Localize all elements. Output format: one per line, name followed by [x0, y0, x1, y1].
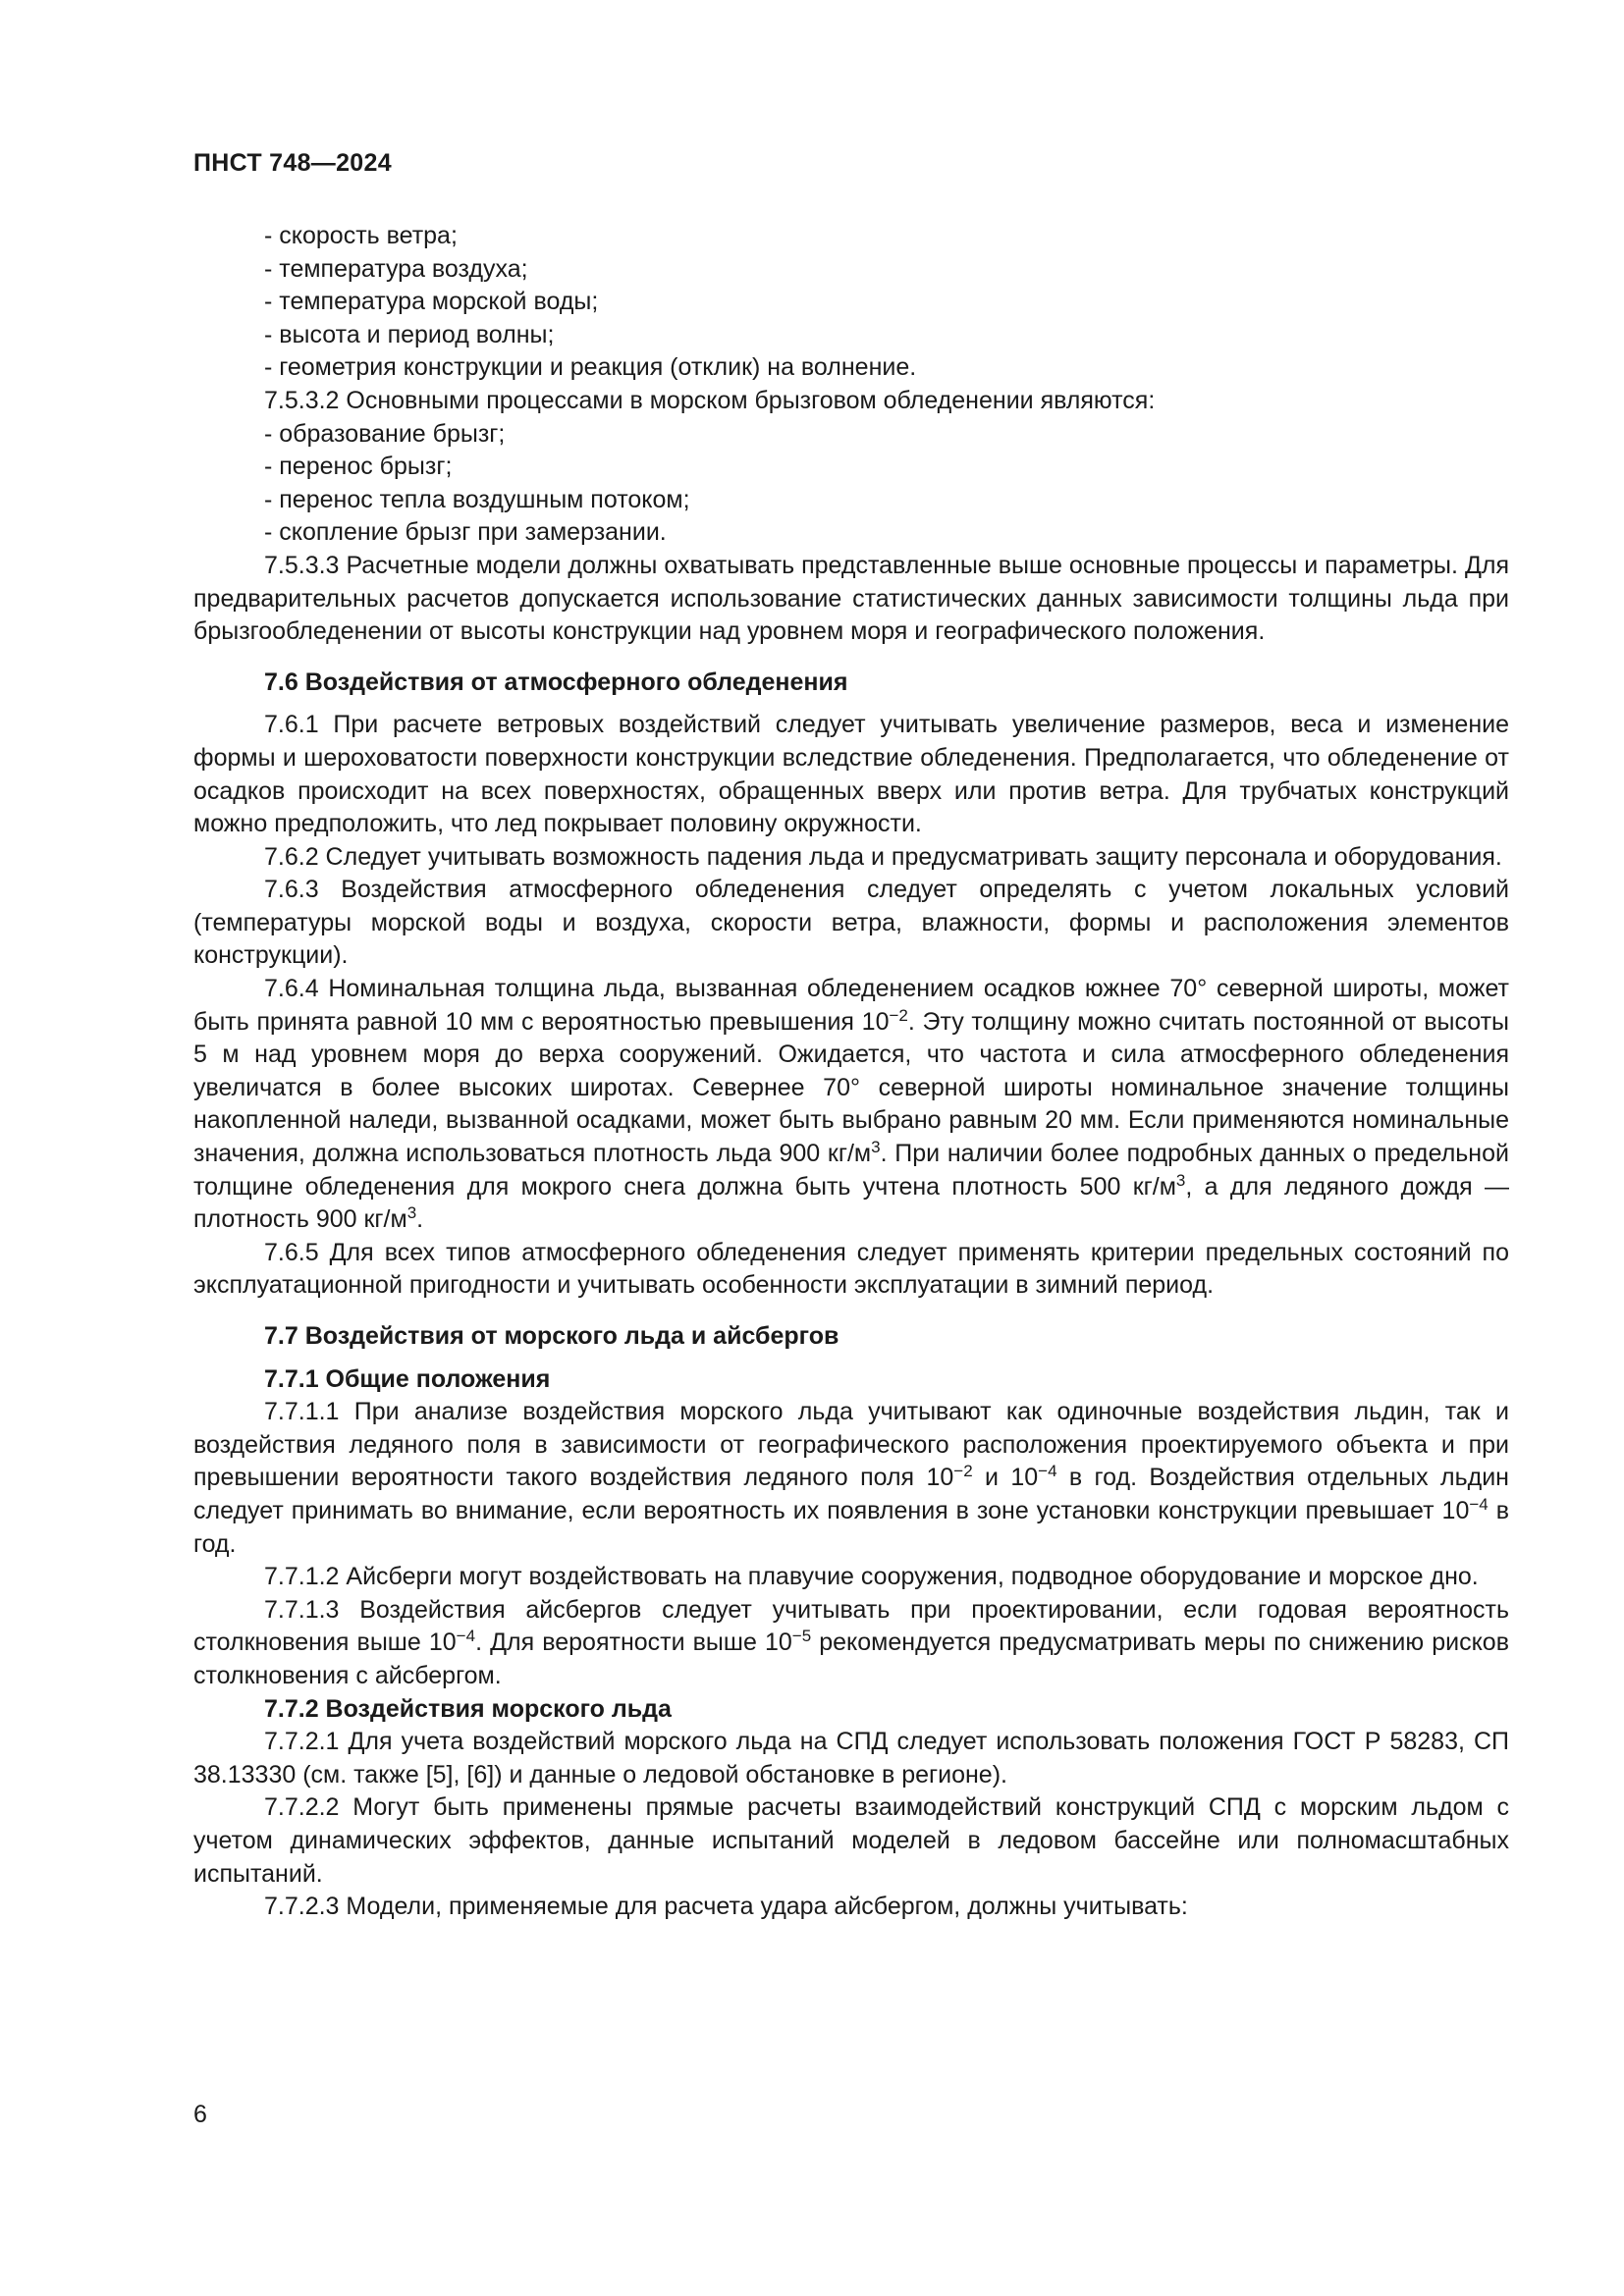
- paragraph-7-6-1: 7.6.1 При расчете ветровых воздействий следует учитывать увеличение размеров, веса и изменение формы и шероховатости поверхности конструкции вследствие обледенения. Предполагается, что обледенение от осадков происходит на всех поверхностях, обращенных вверх или против ветра. Для трубчатых конструкций можно предположить, что лед покрывает половину окружности.: [193, 711, 1509, 838]
- paragraph-7-5-3-2: 7.5.3.2 Основными процессами в морском брызговом обледенении являются:: [264, 386, 1156, 414]
- section-heading-7-7: 7.7 Воздействия от морского льда и айсбергов: [264, 1322, 839, 1350]
- list-item: - скопление брызг при замерзании.: [264, 518, 667, 547]
- list-item: - высота и период волны;: [264, 320, 555, 348]
- document-code-header: ПНСТ 748—2024: [193, 149, 392, 177]
- subsection-heading-7-7-2: 7.7.2 Воздействия морского льда: [264, 1694, 672, 1723]
- subsection-heading-7-7-1: 7.7.1 Общие положения: [264, 1364, 551, 1393]
- paragraph-7-6-5: 7.6.5 Для всех типов атмосферного обледенения следует применять критерии предельных состояний по эксплуатационной пригодности и учитывать особенности эксплуатации в зимний период.: [193, 1238, 1509, 1300]
- page-number: 6: [193, 2101, 207, 2128]
- list-item: - образование брызг;: [264, 419, 506, 448]
- paragraph-7-6-4: 7.6.4 Номинальная толщина льда, вызванная обледенением осадков южнее 70° северной широты, может быть принята равной 10 мм с вероятностью превышения $10^{-2}$. Эту толщину можно считать постоянной от высоты 5 м над уровнем моря до верха сооружений. Ожидается, что частота и сила атмосферного обледенения увеличатся в более высоких широтах. Севернее 70° северной широты номинальное значение толщины накопленной наледи, вызванной осадками, может быть выбрано равным 20 мм. Если применяются номинальные значения, должна использоваться плотность льда 900 $кг/м^3$. При наличии более подробных данных о предельной толщине обледенения для мокрого снега должна быть учтена плотность 500 $кг/м^3$, а для ледяного дождя — плотность 900 $кг/м^3$.: [193, 975, 1510, 1234]
- paragraph-7-7-2-1: 7.7.2.1 Для учета воздействий морского льда на СПД следует использовать положения ГОСТ Р 58283, СП 38.13330 (см. также [5], [6]) и данные о ледовой обстановке в регионе).: [193, 1728, 1509, 1789]
- list-item: - температура воздуха;: [264, 254, 528, 283]
- list-item: - скорость ветра;: [264, 222, 458, 249]
- section-heading-7-6: 7.6 Воздействия от атмосферного обледенения: [264, 667, 848, 696]
- paragraph-7-6-2: 7.6.2 Следует учитывать возможность падения льда и предусматривать защиту персонала и оборудования.: [264, 842, 1502, 871]
- list-item: - перенос брызг;: [264, 453, 453, 481]
- paragraph-7-7-1-1: 7.7.1.1 При анализе воздействия морского льда учитывают как одиночные воздействия льдин, так и воздействия ледяного поля в зависимости от географического расположения проектируемого объекта и при превышении вероятности такого воздействия ледяного поля $10^{-2}$ и $10^{-4}$ в год. Воздействия отдельных льдин следует принимать во внимание, если вероятность их появления в зоне установки конструкции превышает $10^{-4}$ в год.: [193, 1398, 1509, 1558]
- paragraph-7-7-2-3: 7.7.2.3 Модели, применяемые для расчета удара айсбергом, должны учитывать:: [264, 1893, 1188, 1921]
- list-item: - температура морской воды;: [264, 288, 599, 316]
- paragraph-7-5-3-3: 7.5.3.3 Расчетные модели должны охватывать представленные выше основные процессы и параметры. Для предварительных расчетов допускается использование статистических данных зависимости толщины льда при брызгообледенении от высоты конструкции над уровнем моря и географического положения.: [193, 551, 1509, 646]
- paragraph-7-7-1-2: 7.7.1.2 Айсберги могут воздействовать на плавучие сооружения, подводное оборудование и морское дно.: [264, 1563, 1479, 1591]
- list-item: - геометрия конструкции и реакция (отклик) на волнение.: [264, 353, 917, 382]
- page-body: [193, 220, 1509, 1924]
- paragraph-7-7-2-2: 7.7.2.2 Могут быть применены прямые расчеты взаимодействий конструкций СПД с морским льдом с учетом динамических эффектов, данные испытаний моделей в ледовом бассейне или полномасштабных испытаний.: [193, 1793, 1509, 1888]
- list-item: - перенос тепла воздушным потоком;: [264, 485, 690, 513]
- paragraph-7-6-3: 7.6.3 Воздействия атмосферного обледенения следует определять с учетом локальных условий (температуры морской воды и воздуха, скорости ветра, влажности, формы и расположения элементов конструкции).: [193, 876, 1509, 970]
- paragraph-7-7-1-3: 7.7.1.3 Воздействия айсбергов следует учитывать при проектировании, если годовая вероятность столкновения выше $10^{-4}$. Для вероятности выше $10^{-5}$ рекомендуется предусматривать меры по снижению рисков столкновения с айсбергом.: [193, 1595, 1509, 1689]
